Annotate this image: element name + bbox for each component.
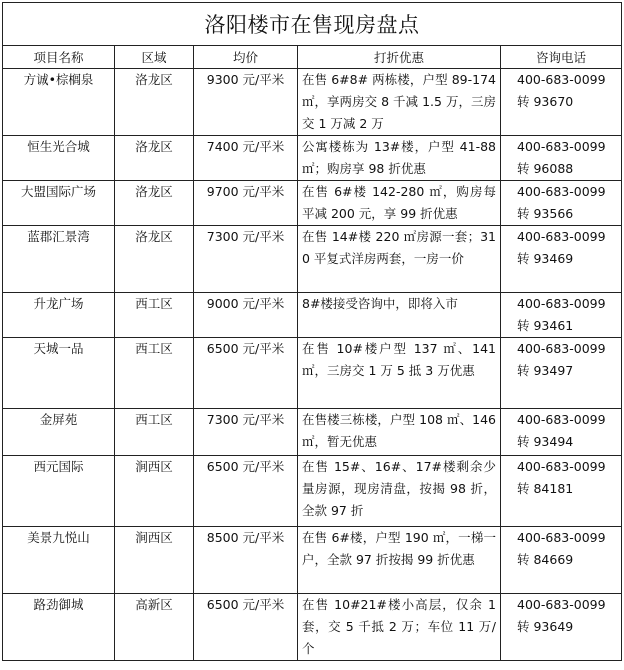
table-row — [3, 456, 622, 527]
phone-extension: 转 93494 — [517, 434, 574, 449]
project-discount: 在售 6#8# 两栋楼，户型 89-174 ㎡，享两房交 8 千减 1.5 万，三房交 1 万减 2 万 — [298, 69, 501, 136]
project-name: 天城一品 — [3, 338, 115, 409]
project-area: 洛龙区 — [115, 136, 194, 181]
project-name: 路劲御城 — [3, 594, 115, 661]
phone-extension: 转 93649 — [517, 619, 574, 634]
phone-number: 400-683-0099 — [517, 229, 606, 244]
project-phone — [501, 69, 622, 136]
project-area: 西工区 — [115, 338, 194, 409]
project-discount: 在售 10#21#楼小高层，仅余 1 套，交 5 千抵 2 万；车位 11 万/个 — [298, 594, 501, 661]
project-area: 洛龙区 — [115, 181, 194, 226]
project-price: 8500 元/平米 — [194, 527, 298, 594]
project-phone — [501, 527, 622, 594]
project-area: 西工区 — [115, 293, 194, 338]
phone-extension: 转 93670 — [517, 94, 574, 109]
project-price: 7300 元/平米 — [194, 226, 298, 293]
header-area: 区域 — [115, 46, 194, 69]
phone-extension: 转 84669 — [517, 552, 574, 567]
project-price: 6500 元/平米 — [194, 338, 298, 409]
header-phone: 咨询电话 — [501, 46, 622, 69]
project-name: 方诚•棕榈泉 — [3, 69, 115, 136]
project-price: 7400 元/平米 — [194, 136, 298, 181]
project-name: 大盟国际广场 — [3, 181, 115, 226]
phone-number: 400-683-0099 — [517, 459, 606, 474]
phone-extension: 转 93566 — [517, 206, 574, 221]
phone-extension: 转 93461 — [517, 318, 574, 333]
project-area: 涧西区 — [115, 456, 194, 527]
project-price: 9000 元/平米 — [194, 293, 298, 338]
project-name: 蓝郡汇景湾 — [3, 226, 115, 293]
phone-extension: 转 93469 — [517, 251, 574, 266]
project-price: 9700 元/平米 — [194, 181, 298, 226]
phone-number: 400-683-0099 — [517, 341, 606, 356]
header-discount: 打折优惠 — [298, 46, 501, 69]
phone-number: 400-683-0099 — [517, 412, 606, 427]
project-discount: 在售 15#、16#、17#楼剩余少量房源，现房清盘，按揭 98 折，全款 97 折 — [298, 456, 501, 527]
project-name: 西元国际 — [3, 456, 115, 527]
project-phone — [501, 338, 622, 409]
project-area: 涧西区 — [115, 527, 194, 594]
phone-extension: 转 93497 — [517, 363, 574, 378]
phone-number: 400-683-0099 — [517, 597, 606, 612]
project-phone — [501, 293, 622, 338]
project-phone — [501, 226, 622, 293]
project-discount: 在售楼三栋楼，户型 108 ㎡、146 ㎡，暂无优惠 — [298, 409, 501, 456]
phone-number: 400-683-0099 — [517, 530, 606, 545]
project-phone — [501, 136, 622, 181]
project-discount: 公寓楼栋为 13#楼，户型 41-88 ㎡；购房享 98 折优惠 — [298, 136, 501, 181]
project-area: 高新区 — [115, 594, 194, 661]
table-row — [3, 338, 622, 409]
phone-extension: 转 84181 — [517, 481, 574, 496]
project-phone — [501, 181, 622, 226]
project-discount: 在售 14#楼 220 ㎡房源一套；310 平复式洋房两套，一房一价 — [298, 226, 501, 293]
project-name: 美景九悦山 — [3, 527, 115, 594]
project-area: 西工区 — [115, 409, 194, 456]
table-row — [3, 226, 622, 293]
project-name: 升龙广场 — [3, 293, 115, 338]
phone-extension: 转 96088 — [517, 161, 574, 176]
table-row — [3, 181, 622, 226]
project-discount: 在售 10#楼户型 137 ㎡、141 ㎡，三房交 1 万 5 抵 3 万优惠 — [298, 338, 501, 409]
table-row — [3, 293, 622, 338]
project-area: 洛龙区 — [115, 226, 194, 293]
phone-number: 400-683-0099 — [517, 184, 606, 199]
project-area: 洛龙区 — [115, 69, 194, 136]
header-avg-price: 均价 — [194, 46, 298, 69]
project-discount: 在售 6#楼 142-280 ㎡，购房每平减 200 元，享 99 折优惠 — [298, 181, 501, 226]
phone-number: 400-683-0099 — [517, 72, 606, 87]
project-name: 恒生光合城 — [3, 136, 115, 181]
project-phone — [501, 409, 622, 456]
project-discount: 8#楼接受咨询中，即将入市 — [298, 293, 501, 338]
table-row — [3, 409, 622, 456]
project-discount: 在售 6#楼，户型 190 ㎡，一梯一户，全款 97 折按揭 99 折优惠 — [298, 527, 501, 594]
table-title: 洛阳楼市在售现房盘点 — [3, 3, 622, 46]
listing-table — [2, 2, 622, 661]
table-row — [3, 69, 622, 136]
phone-number: 400-683-0099 — [517, 296, 606, 311]
project-price: 6500 元/平米 — [194, 594, 298, 661]
project-price: 6500 元/平米 — [194, 456, 298, 527]
project-price: 9300 元/平米 — [194, 69, 298, 136]
project-name: 金屏苑 — [3, 409, 115, 456]
header-row — [3, 46, 622, 69]
table-row — [3, 527, 622, 594]
header-project-name: 项目名称 — [3, 46, 115, 69]
table-row — [3, 594, 622, 661]
project-phone — [501, 594, 622, 661]
table-row — [3, 136, 622, 181]
project-phone — [501, 456, 622, 527]
listing-sheet — [2, 2, 621, 661]
phone-number: 400-683-0099 — [517, 139, 606, 154]
project-price: 7300 元/平米 — [194, 409, 298, 456]
